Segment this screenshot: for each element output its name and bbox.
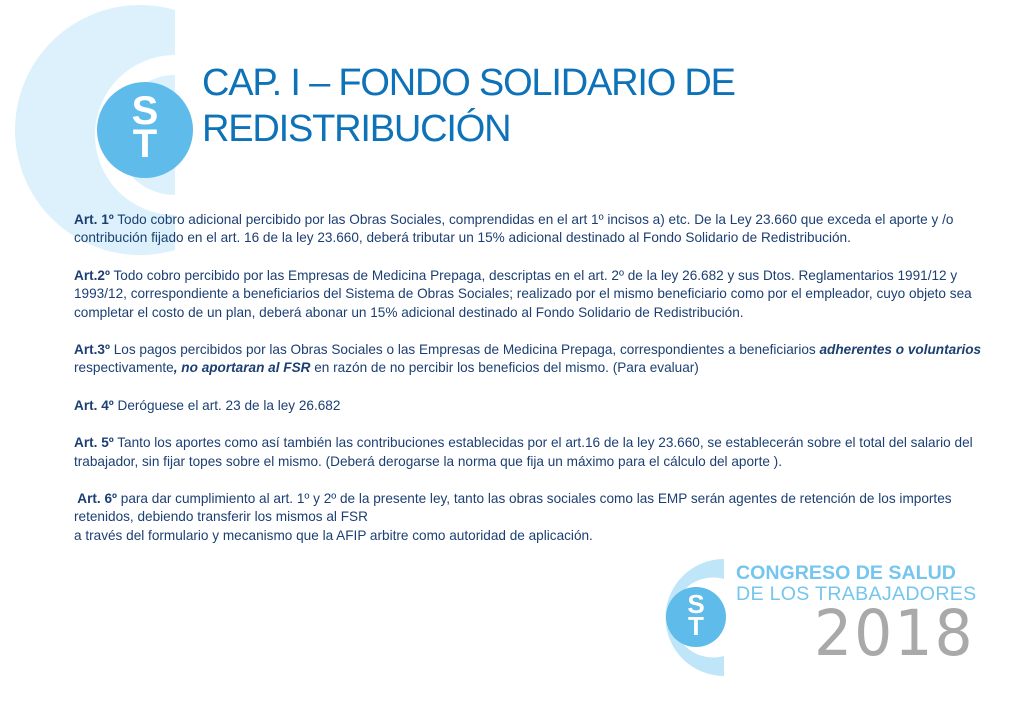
article-label: Art. 4º xyxy=(74,397,114,413)
article-5 xyxy=(74,434,994,471)
article-text: Los pagos percibidos por las Obras Sociales o las Empresas de Medicina Prepaga, correspondientes a beneficiarios xyxy=(109,342,820,358)
article-label: Art. 5º xyxy=(74,435,114,451)
article-3 xyxy=(74,341,994,378)
article-label: Art.3º xyxy=(74,342,110,358)
article-text: Tanto los aportes como así también las contribuciones establecidas por el art.16 de la ley 23.660, se establecerán sobre el total del salario del trabajador, sin fijar topes sobre el mismo. (Deberá derogarse la norma que fija un máximo para el cálculo del aporte ). xyxy=(74,435,973,469)
article-text-continued: a través del formulario y mecanismo que la AFIP arbitre como autoridad de aplicación. xyxy=(74,527,593,543)
watermark-logo-t: T xyxy=(132,122,158,166)
page-title-line1: CAP. I – FONDO SOLIDARIO DE xyxy=(202,62,735,104)
article-text: respectivamente xyxy=(74,360,174,376)
article-label: Art. 6º xyxy=(74,491,117,507)
article-emphasis: , no aportaran al FSR xyxy=(173,360,311,376)
article-text: para dar cumplimiento al art. 1º y 2º de la presente ley, tanto las obras sociales como las EMP serán agentes de retención de los importes retenidos, debiendo transferir los mismos al FSR xyxy=(74,491,952,525)
article-text: Todo cobro adicional percibido por las Obras Sociales, comprendidas en el art 1º incisos a) etc. De la Ley 23.660 que exceda el aporte y /o contribución fijado en el art. 16 de la ley 23.660, deberá tributar un 15% adicional destinado al Fondo Solidario de Redistribución. xyxy=(74,212,954,246)
congress-logo-mark xyxy=(632,555,732,680)
article-2 xyxy=(74,267,994,322)
page-title xyxy=(202,60,982,152)
congress-name-line2: DE LOS TRABAJADORES xyxy=(736,583,977,605)
page-title-line2: REDISTRIBUCIÓN xyxy=(202,108,511,150)
article-label: Art. 1º xyxy=(74,212,114,227)
congress-name-line1: CONGRESO DE SALUD xyxy=(736,562,956,584)
article-1 xyxy=(74,211,994,248)
congress-year: 2018 xyxy=(814,597,975,671)
article-6 xyxy=(74,490,994,545)
article-emphasis: adherentes o voluntarios xyxy=(819,342,982,358)
watermark-logo-s: S xyxy=(131,89,159,133)
logo-mark-t: T xyxy=(688,611,704,641)
article-text: Deróguese el art. 23 de la ley 26.682 xyxy=(113,397,341,413)
article-label: Art.2º xyxy=(74,267,110,283)
logo-mark-s: S xyxy=(687,589,705,619)
article-4 xyxy=(74,397,994,415)
article-text: en razón de no percibir los beneficios del mismo. (Para evaluar) xyxy=(310,360,699,376)
article-text: Todo cobro percibido por las Empresas de Medicina Prepaga, descriptas en el art. 2º de la ley 26.682 y sus Dtos. Reglamentarios 1991/12 y 1993/12, correspondiente a beneficiarios del Sistema de Obras Sociales; realizado por el mismo beneficiario como por el empleador, cuyo objeto sea completar el costo de un plan, deberá abonar un 15% adicional destinado al Fondo Solidario de Redistribución. xyxy=(74,267,972,320)
articles-body xyxy=(74,211,994,564)
